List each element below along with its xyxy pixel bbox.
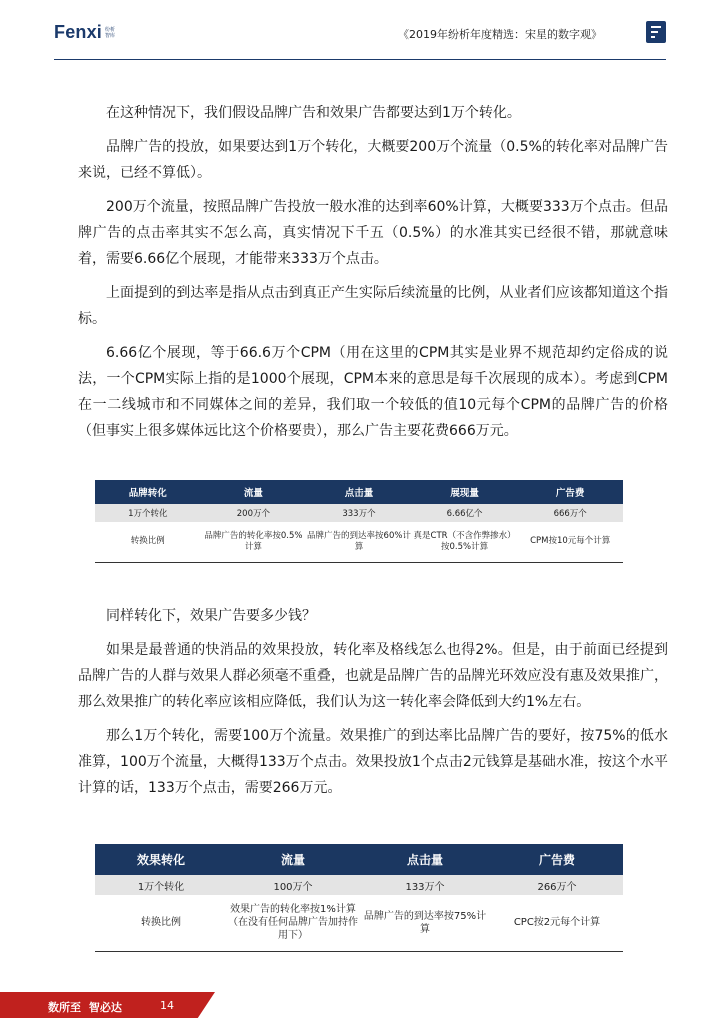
table-cell: 转换比例 [95, 522, 201, 562]
page-footer [0, 992, 720, 1018]
table-row [95, 504, 623, 522]
table-cell: CPC按2元每个计算 [491, 895, 623, 951]
page-number: 14 [160, 999, 174, 1012]
paragraph: 200万个流量，按照品牌广告投放一般水准的达到率60%计算，大概要333万个点击。但品牌广告的点击率其实不怎么高，真实情况下千五（0.5%）的水准其实已经很不错，那就意味着，需要6.66亿个展现，才能带来333万个点击。 [78, 199, 668, 267]
table-header-row [95, 480, 623, 504]
table-header-cell: 广告费 [517, 480, 623, 504]
paragraph: 6.66亿个展现，等于66.6万个CPM（用在这里的CPM其实是业界不规范却约定俗成的说法，一个CPM实际上指的是1000个展现，CPM本来的意思是每千次展现的成本）。考虑到CPM在一二线城市和不同媒体之间的差异，我们取一个较低的值10元每个CPM的品牌广告的价格（但事实上很多媒体远比这个价格要贵），那么广告主要花费666万元。 [78, 345, 668, 439]
section-brand-ad-text [78, 100, 668, 444]
table-cell: 6.66亿个 [412, 504, 518, 522]
header-divider [54, 59, 666, 60]
paragraph: 上面提到的到达率是指从点击到真正产生实际后续流量的比例，从业者们应该都知道这个指标。 [78, 285, 668, 327]
table-row [95, 895, 623, 951]
table-header-row [95, 844, 623, 875]
table-cell: 品牌广告的转化率按0.5%计算 [201, 522, 307, 562]
table-cell: 转换比例 [95, 895, 227, 951]
paragraph: 品牌广告的投放，如果要达到1万个转化，大概要200万个流量（0.5%的转化率对品牌广告来说，已经不算低）。 [78, 139, 668, 181]
page-header [0, 0, 720, 62]
paragraph: 同样转化下，效果广告要多少钱？ [106, 608, 316, 624]
table-cell: 真是CTR（不含作弊掺水）按0.5%计算 [412, 522, 518, 562]
fenxi-logo [54, 22, 115, 43]
table-cell: 266万个 [491, 875, 623, 895]
table-header-cell: 点击量 [359, 844, 491, 875]
table-cell: 品牌广告的到达率按60%计算 [306, 522, 412, 562]
table-header-cell: 流量 [201, 480, 307, 504]
table-header-cell: 点击量 [306, 480, 412, 504]
table-header-cell: 效果转化 [95, 844, 227, 875]
logo-subtext: 纷析 智库 [105, 26, 116, 39]
table-cell: 效果广告的转化率按1%计算（在没有任何品牌广告加持作用下） [227, 895, 359, 951]
table-row [95, 522, 623, 562]
table-cell: 1万个转化 [95, 504, 201, 522]
paragraph: 在这种情况下，我们假设品牌广告和效果广告都要达到1万个转化。 [106, 105, 521, 121]
brand-conversion-table [95, 480, 623, 563]
section-performance-ad-text [78, 603, 668, 801]
table-cell: 133万个 [359, 875, 491, 895]
table-cell: 100万个 [227, 875, 359, 895]
document-title: 《2019年纷析年度精选：宋星的数字观》 [398, 28, 602, 41]
table-header-cell: 流量 [227, 844, 359, 875]
table-row [95, 875, 623, 895]
table-cell: 品牌广告的到达率按75%计算 [359, 895, 491, 951]
table-cell: 200万个 [201, 504, 307, 522]
table-cell: 333万个 [306, 504, 412, 522]
table-cell: 666万个 [517, 504, 623, 522]
logo-text: Fenxi [54, 22, 103, 42]
paragraph: 那么1万个转化，需要100万个流量。效果推广的到达率比品牌广告的要好，按75%的低水准算，100万个流量，大概得133万个点击。效果投放1个点击2元钱算是基础水准，按这个水平计算的话，133万个点击，需要266万元。 [78, 728, 668, 796]
document-icon [646, 21, 666, 43]
table-header-cell: 品牌转化 [95, 480, 201, 504]
table-cell: 1万个转化 [95, 875, 227, 895]
footer-slogan: 数所至 智必达 [48, 1001, 122, 1014]
table-cell: CPM按10元每个计算 [517, 522, 623, 562]
table-header-cell: 广告费 [491, 844, 623, 875]
performance-conversion-table [95, 844, 623, 952]
paragraph: 如果是最普通的快消品的效果投放，转化率及格线怎么也得2%。但是，由于前面已经提到品牌广告的人群与效果人群必须毫不重叠，也就是品牌广告的品牌光环效应没有惠及效果推广，那么效果推广的转化率应该相应降低，我们认为这一转化率会降低到大约1%左右。 [78, 642, 668, 710]
table-header-cell: 展现量 [412, 480, 518, 504]
